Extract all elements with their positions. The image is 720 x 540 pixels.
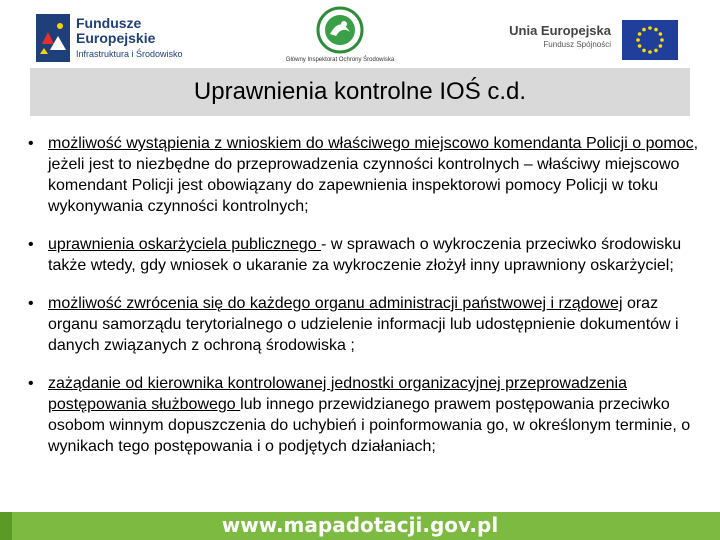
item-underlined: możliwość wystąpienia z wnioskiem do właściwego miejscowo komendanta Policji o pomoc (48, 135, 694, 152)
item-text: oraz organu samorządu terytorialnego o udzielenie informacji lub udostępnienie dokumentów i danych związanych z ochroną środowiska ; (48, 295, 679, 354)
eu-subtitle: Fundusz Spójności (543, 40, 611, 49)
footer-bar (0, 512, 720, 540)
fe-line1: Fundusze (76, 15, 142, 31)
eu-flag-icon (622, 20, 678, 60)
fe-stars-icon (36, 14, 70, 62)
list-item (24, 133, 706, 217)
item-text: - w sprawach o wykroczenia przeciwko środowisku także wtedy, gdy wniosek o ukaranie za wykroczenie złożył inny uprawniony oskarżyciel; (48, 236, 682, 274)
footer-url-link[interactable]: www.mapadotacji.gov.pl (221, 513, 499, 537)
list-item (24, 293, 706, 356)
eu-logo-text (508, 23, 611, 49)
fe-subtitle: Infrastruktura i Środowisko (76, 49, 183, 59)
list-item (24, 234, 706, 276)
eu-title: Unia Europejska (509, 23, 611, 38)
fundusze-europejskie-logo (36, 14, 206, 66)
bullet-mark: • (28, 295, 34, 312)
item-underlined: zażądanie od kierownika kontrolowanej jednostki organizacyjnej przeprowadzenia postępowania służbowego (48, 375, 628, 413)
list-item (24, 373, 706, 457)
item-text: , jeżeli jest to niezbędne do przeprowadzenia czynności kontrolnych – właściwy miejscowo komendant Policji jest obowiązany do zapewnienia inspektorowi pomocy Policji w toku wykonywania czynności kontrolnych; (48, 135, 699, 215)
bullet-mark: • (28, 375, 34, 392)
bullet-mark: • (28, 135, 34, 152)
item-text: lub innego przewidzianego prawem postępowania przeciwko osobom winnym dopuszczenia do uchybień i poinformowania go, w określonym terminie, o wynikach tego postępowania i o podjętych działaniach; (48, 396, 691, 455)
header (0, 0, 720, 68)
bullet-list (24, 133, 706, 474)
title-bar (30, 68, 690, 116)
page-title: Uprawnienia kontrolne IOŚ c.d. (193, 78, 527, 105)
bullet-mark: • (28, 236, 34, 253)
gios-caption: Główny Inspektorat Ochrony Środowiska (285, 57, 395, 63)
gios-emblem-icon (314, 6, 366, 54)
fe-line2: Europejskie (76, 30, 156, 46)
item-underlined: możliwość zwrócenia się do każdego organu administracji państwowej i rządowej (48, 295, 623, 312)
item-underlined: uprawnienia oskarżyciela publicznego (48, 236, 322, 253)
